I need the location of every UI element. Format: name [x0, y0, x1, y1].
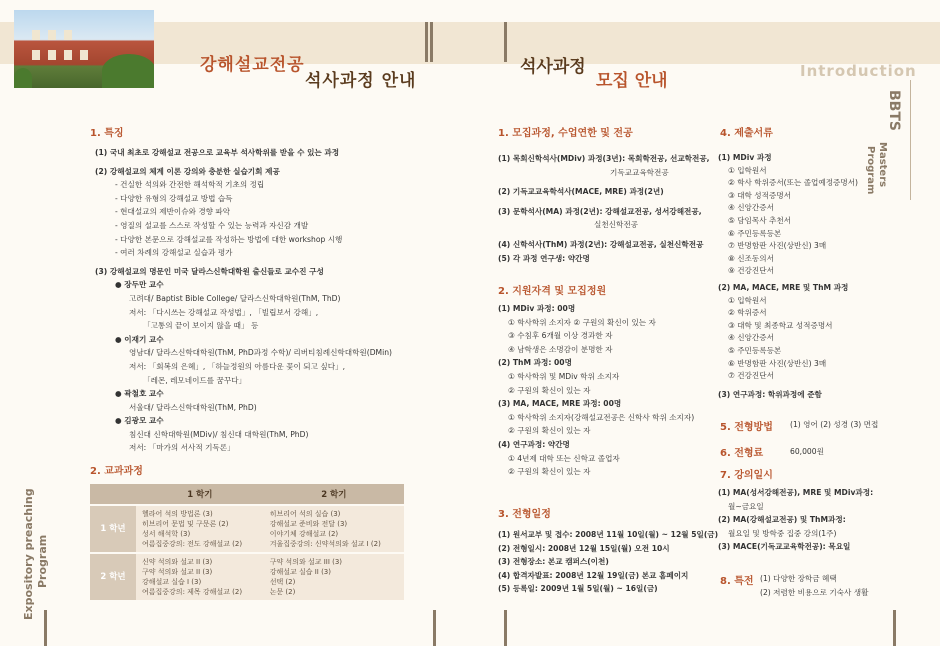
side-label-right: [865, 90, 912, 200]
section-title-documents: 4. 제출서류: [720, 128, 773, 139]
list-item: ⑤ 주민등록등본: [728, 345, 782, 355]
section-title-features: 1. 특징: [90, 128, 124, 139]
list-item: (4) 합격자발표: 2008년 12월 19일(금) 본교 홈페이지: [498, 570, 689, 580]
section-title-method: 5. 전형방법: [720, 422, 773, 433]
divider-bar: [433, 610, 436, 646]
list-item: (3) 연구과정: 학위과정에 준함: [718, 389, 822, 399]
course-item: 강해설교 실습 II (3): [269, 568, 331, 576]
list-item: (2) MA(강해설교전공) 및 ThM과정:: [718, 515, 846, 525]
table-row: [90, 505, 404, 553]
side-label-bbts: BBTS: [886, 90, 902, 131]
list-item: (3) 문학석사(MA) 과정(2년): 강해설교전공, 성서강해전공,: [498, 206, 702, 216]
list-item: ⑤ 담임목사 추천서: [728, 215, 791, 225]
year-label: 1 학년: [90, 505, 136, 553]
side-label-program: Program: [865, 146, 876, 195]
list-item: ⑥ 주민등록등본: [728, 228, 782, 238]
title-guide: 석사과정 안내: [305, 71, 417, 91]
list-item: ● 곽철호 교수: [115, 389, 164, 399]
list-item: - 여러 차례의 강해설교 실습과 평가: [115, 248, 233, 258]
course-item: 선택 (2): [269, 578, 296, 586]
list-item: 월요일 및 방학중 집중 강의(1주): [728, 528, 837, 538]
section-title-qualifications: 2. 지원자격 및 모집정원: [498, 286, 607, 297]
list-item: 영남대/ 달라스신학대학원(ThM, PhD과정 수학)/ 리버티침례신학대학원(DMin): [129, 348, 392, 358]
list-item: (3) MA, MACE, MRE 과정: 00명: [498, 399, 622, 409]
list-item: 저서: 「다시쓰는 강해설교 작성법」, 「빌립보서 강해」,: [129, 307, 319, 317]
course-item: 이야기체 강해설교 (2): [269, 530, 339, 538]
lecture-time-list: [718, 486, 873, 554]
list-item: ② 학사 학위증서(또는 졸업예정증명서): [728, 178, 859, 188]
list-item: (2) MA, MACE, MRE 및 ThM 과정: [718, 282, 849, 292]
title-masters: 석사과정: [520, 57, 586, 77]
section-title-programs: 1. 모집과정, 수업연한 및 전공: [498, 128, 633, 139]
list-item: 기독교교육학전공: [610, 167, 669, 177]
course-item: 신약 석의와 설교 II (3): [142, 558, 213, 566]
schedule-list: [498, 528, 718, 596]
list-item: ③ 대학 성적증명서: [728, 190, 791, 200]
list-item: 실천신학전공: [594, 220, 639, 230]
list-item: ⑨ 건강진단서: [728, 266, 774, 276]
list-item: ⑥ 반명함판 사진(상반신) 3매: [728, 358, 827, 368]
list-item: 고려대/ Baptist Bible College/ 달라스신학대학원(ThM, ThD): [129, 293, 341, 303]
title-recruit: 모집 안내: [596, 71, 668, 91]
course-item: 강해설교 실습 I (3): [142, 578, 202, 586]
list-item: 저서: 「회복의 은혜」, 「하늘정원의 아름다운 꽃이 되고 싶다」,: [129, 361, 346, 371]
side-label-left: [22, 470, 62, 620]
table-cell: [264, 505, 404, 553]
table-cell: [136, 505, 264, 553]
side-label-masters: Masters: [877, 142, 888, 188]
list-item: ① 학사학위 소지자 ② 구원의 확신이 있는 자: [508, 317, 656, 327]
title-major: 강해설교전공: [200, 55, 305, 75]
course-item: 히브리어 문법 및 구문론 (2): [142, 520, 229, 528]
list-item: 서울대/ 달라스신학대학원(ThM, PhD): [129, 402, 257, 412]
list-item: (1) MDiv 과정: [718, 153, 772, 162]
list-item: (1) MDiv 과정: 00명: [498, 304, 576, 313]
list-item: (4) 연구과정: 약간명: [498, 439, 570, 449]
list-item: - 현대설교의 제반이슈와 경향 파악: [115, 207, 231, 217]
list-item: - 영질의 설교를 스스로 작성할 수 있는 능력과 자신감 개발: [115, 220, 309, 230]
table-row: [90, 553, 404, 600]
table-header-row: [90, 484, 404, 505]
list-item: 침신대 신학대학원(MDiv)/ 침신대 대학원(ThM, PhD): [129, 429, 309, 439]
list-item: ③ 대학 및 최종학교 성적증명서: [728, 320, 833, 330]
course-item: 구약 석의와 설교 II (3): [142, 568, 213, 576]
qualifications-list: [498, 302, 694, 479]
list-item: (1) 다양한 장학금 혜택: [760, 574, 837, 583]
course-item: 구약 석의와 설교 III (3): [269, 558, 343, 566]
list-item: (3) 강해설교의 명문인 미국 달라스신학대학원 출신들로 교수진 구성: [95, 266, 324, 276]
divider-bar: [893, 610, 896, 646]
benefits-list: [760, 572, 868, 599]
list-item: ● 장두만 교수: [115, 280, 164, 290]
list-item: (3) 전형장소: 본교 캠퍼스(이천): [498, 557, 609, 567]
list-item: (2) 강해설교의 체계 이론 강의와 충분한 실습기회 제공: [95, 166, 280, 176]
list-item: (5) 등록일: 2009년 1월 5일(월) ~ 16일(금): [498, 584, 658, 594]
list-item: ① 입학원서: [728, 295, 767, 305]
section-title-curriculum: 2. 교과과정: [90, 466, 143, 477]
section-title-lecture-time: 7. 강의일시: [720, 470, 773, 481]
list-item: ⑦ 반명함판 사진(상반신) 3매: [728, 241, 827, 251]
list-item: (1) 국내 최초로 강해설교 전공으로 교육부 석사학위를 받을 수 있는 과정: [95, 148, 340, 157]
list-item: ④ 신앙간증서: [728, 203, 774, 213]
side-label-expository: Expository preaching: [22, 488, 35, 620]
list-item: ① 학사학위 소지자(강해설교전공은 신학사 학위 소지자): [508, 412, 695, 422]
course-item: 성서 해석학 (3): [142, 530, 191, 538]
side-label-left-program: Program: [36, 534, 49, 588]
list-item: ② 구원의 확신이 있는 자: [508, 467, 591, 477]
list-item: ④ 남학생은 소명감이 분명한 자: [508, 344, 613, 354]
list-item: - 다양한 유형의 강해설교 방법 습득: [115, 193, 233, 203]
table-header-semester1: 1 학기: [136, 484, 264, 505]
section-title-schedule: 3. 전형일정: [498, 509, 551, 520]
course-item: 강해설교 준비와 전달 (3): [269, 520, 348, 528]
features-list: [95, 146, 392, 455]
list-item: 저서: 「마가의 서사적 기독론」: [129, 443, 235, 453]
list-item: ② 구원의 확신이 있는 자: [508, 426, 591, 436]
fee-value: 60,000원: [790, 447, 824, 456]
introduction-label: Introduction: [800, 62, 917, 80]
list-item: (1) 원서교부 및 접수: 2008년 11월 10일(월) ~ 12월 5일(금): [498, 530, 719, 539]
table-header-semester2: 2 학기: [264, 484, 404, 505]
divider-bar: [430, 22, 433, 62]
list-item: - 다양한 본문으로 강해설교를 작성하는 방법에 대한 workshop 시행: [115, 234, 343, 244]
list-item: (2) 전형일시: 2008년 12월 15일(월) 오전 10시: [498, 543, 670, 553]
curriculum-table: [90, 484, 404, 600]
course-item: 여름집중강의: 제목 강해설교 (2): [142, 588, 243, 596]
list-item: (2) 저렴한 비용으로 기숙사 생활: [760, 587, 869, 597]
list-item: ① 학사학위 및 MDiv 학위 소지자: [508, 371, 620, 381]
list-item: 월~금요일: [728, 501, 764, 511]
list-item: (2) 기독교교육학석사(MACE, MRE) 과정(2년): [498, 187, 664, 197]
divider-bar: [425, 22, 428, 62]
section-title-fee: 6. 전형료: [720, 448, 764, 459]
list-item: 「고통의 끝이 보이지 않을 때」 등: [143, 321, 259, 331]
year-label: 2 학년: [90, 553, 136, 600]
list-item: (1) MA(성서강해전공), MRE 및 MDiv과정:: [718, 488, 874, 497]
method-value: (1) 영어 (2) 성경 (3) 면접: [790, 420, 879, 429]
list-item: ⑧ 신조동의서: [728, 253, 774, 263]
section-title-benefits: 8. 특전: [720, 576, 754, 587]
programs-list: [498, 152, 710, 265]
list-item: ● 이재기 교수: [115, 334, 164, 344]
list-item: ② 학위증서: [728, 308, 767, 318]
documents-list: [718, 152, 858, 401]
course-item: 겨울집중강의: 신약석의와 설교 I (2): [269, 540, 381, 548]
list-item: (2) ThM 과정: 00명: [498, 358, 572, 368]
list-item: ③ 수침후 6개월 이상 경과한 자: [508, 331, 613, 341]
list-item: ● 김광모 교수: [115, 416, 164, 426]
course-item: 헬라어 석의 방법론 (3): [142, 510, 213, 518]
list-item: (5) 각 과정 연구생: 약간명: [498, 253, 590, 263]
list-item: (3) MACE(기독교교육학전공): 목요일: [718, 542, 851, 552]
table-header-empty: [90, 484, 136, 505]
list-item: 「레몬, 레모네이드를 꿈꾸다」: [143, 375, 247, 385]
campus-building-photo: [14, 10, 154, 88]
list-item: ① 입학원서: [728, 165, 767, 175]
course-item: 히브리어 석의 실습 (3): [269, 510, 341, 518]
list-item: ⑦ 건강진단서: [728, 371, 774, 381]
list-item: ② 구원의 확신이 있는 자: [508, 385, 591, 395]
list-item: ④ 신앙간증서: [728, 333, 774, 343]
divider-bar: [504, 610, 507, 646]
list-item: (4) 신학석사(ThM) 과정(2년): 강해설교전공, 실천신학전공: [498, 239, 704, 249]
table-cell: [264, 553, 404, 600]
course-item: 여름집중강의: 전도 강해설교 (2): [142, 540, 243, 548]
list-item: (1) 목회신학석사(MDiv) 과정(3년): 목회학전공, 선교학전공,: [498, 154, 710, 163]
course-item: 논문 (2): [269, 588, 296, 596]
list-item: ① 4년제 대학 또는 신학교 졸업자: [508, 453, 620, 463]
table-cell: [136, 553, 264, 600]
list-item: - 건실한 석의와 간전한 해석학적 기초의 정립: [115, 180, 265, 190]
divider-bar: [504, 22, 507, 62]
